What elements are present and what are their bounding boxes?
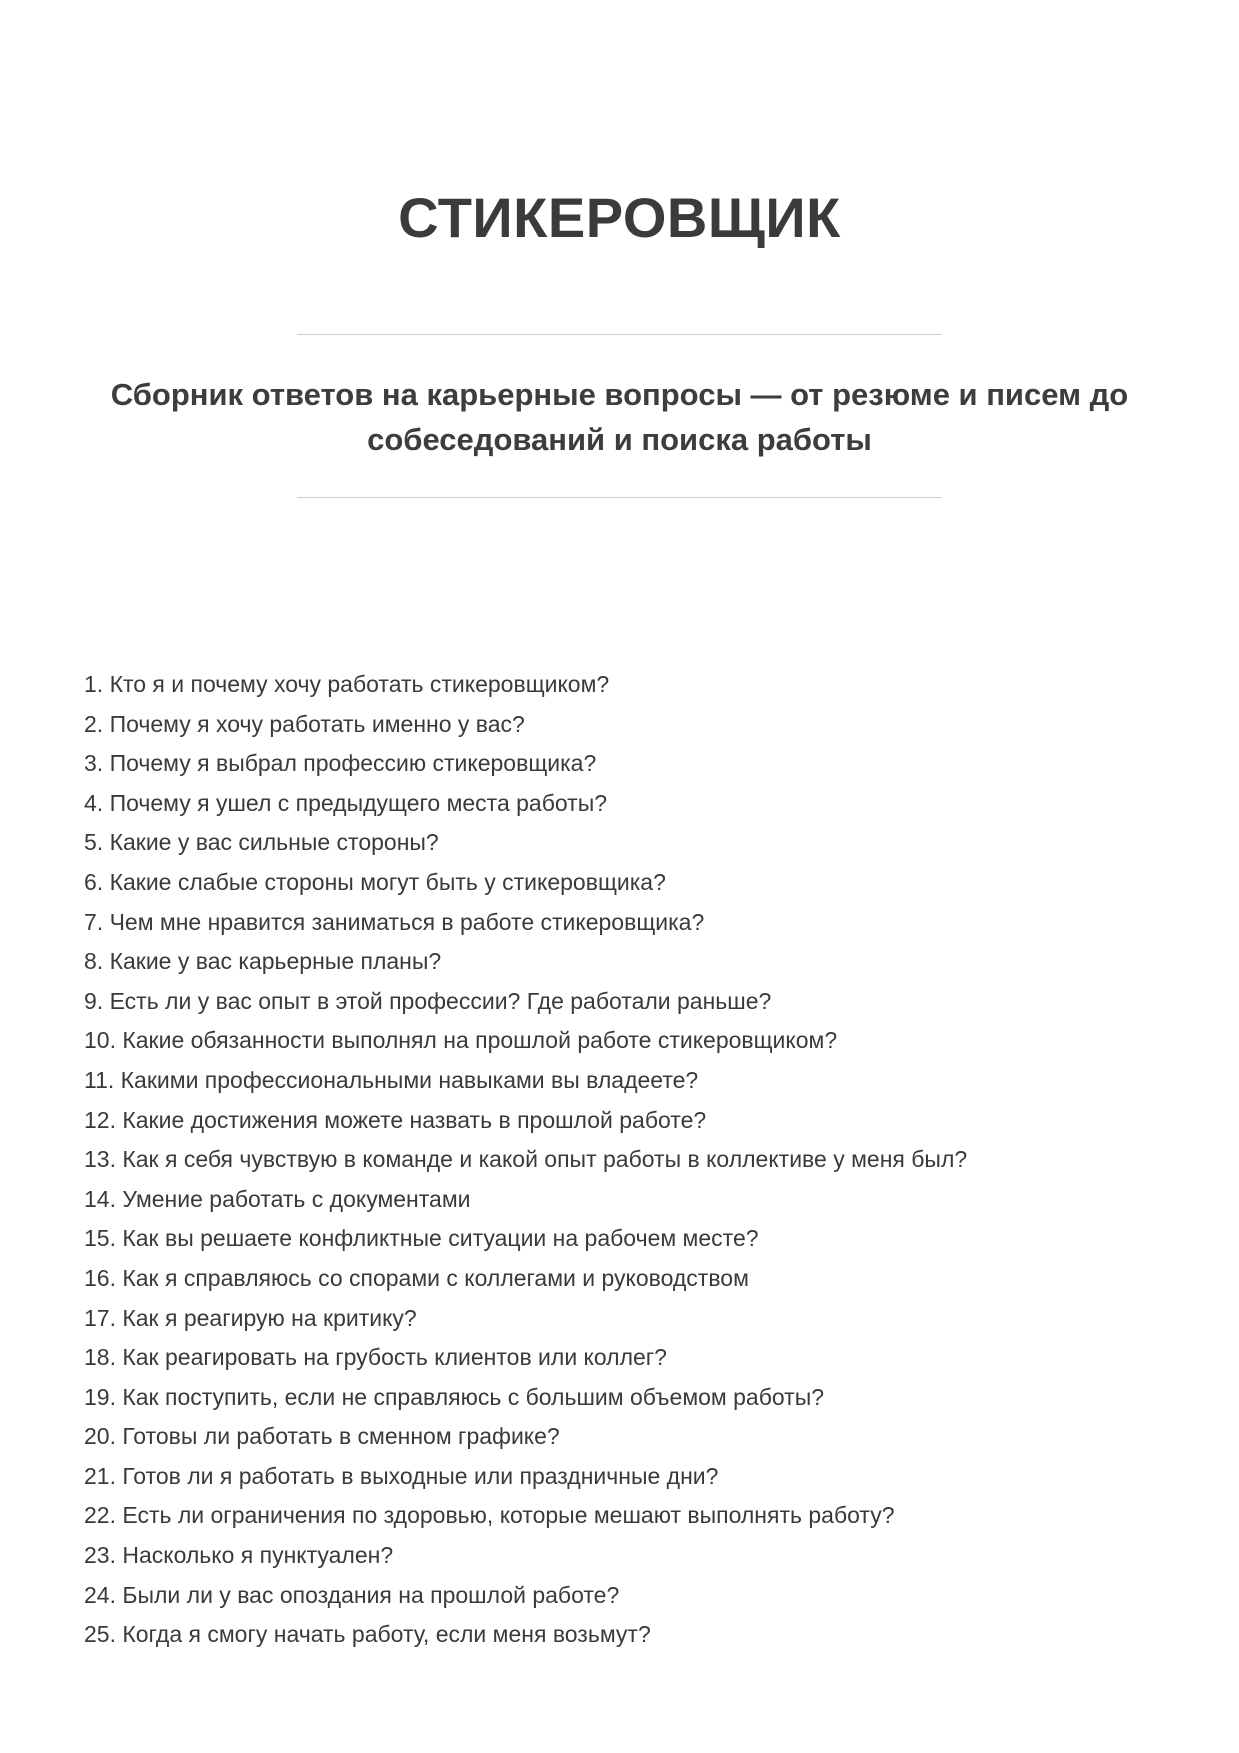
question-item: 7. Чем мне нравится заниматься в работе стикеровщика? (84, 908, 705, 935)
question-item: 11. Какими профессиональными навыками вы владеете? (84, 1066, 699, 1093)
question-item: 23. Насколько я пунктуален? (84, 1542, 394, 1569)
question-item: 22. Есть ли ограничения по здоровью, которые мешают выполнять работу? (84, 1502, 895, 1529)
question-item: 17. Как я реагирую на критику? (84, 1304, 417, 1331)
question-item: 6. Какие слабые стороны могут быть у стикеровщика? (84, 868, 666, 895)
question-item: 4. Почему я ушел с предыдущего места работы? (84, 789, 608, 816)
question-item: 12. Какие достижения можете назвать в прошлой работе? (84, 1106, 707, 1133)
question-list (84, 665, 1209, 1655)
divider-bottom (297, 497, 942, 498)
question-item: 19. Как поступить, если не справляюсь с большим объемом работы? (84, 1383, 825, 1410)
question-item: 15. Как вы решаете конфликтные ситуации на рабочем месте? (84, 1225, 759, 1252)
question-item: 18. Как реагировать на грубость клиентов или коллег? (84, 1344, 667, 1371)
page-title: СТИКЕРОВЩИК (398, 186, 841, 249)
page-subtitle: Сборник ответов на карьерные вопросы — от резюме и писем до собеседований и поиска работы (110, 377, 1129, 457)
question-item: 3. Почему я выбрал профессию стикеровщика? (84, 750, 597, 777)
question-item: 9. Есть ли у вас опыт в этой профессии? Где работали раньше? (84, 987, 772, 1014)
question-item: 5. Какие у вас сильные стороны? (84, 829, 439, 856)
question-item: 2. Почему я хочу работать именно у вас? (84, 710, 525, 737)
question-item: 24. Были ли у вас опоздания на прошлой работе? (84, 1581, 620, 1608)
question-item: 14. Умение работать с документами (84, 1185, 471, 1212)
question-item: 13. Как я себя чувствую в команде и какой опыт работы в коллективе у меня был? (84, 1146, 968, 1173)
question-item: 25. Когда я смогу начать работу, если меня возьмут? (84, 1621, 651, 1648)
question-item: 16. Как я справляюсь со спорами с коллегами и руководством (84, 1264, 749, 1291)
question-item: 10. Какие обязанности выполнял на прошлой работе стикеровщиком? (84, 1027, 838, 1054)
question-item: 20. Готовы ли работать в сменном графике? (84, 1423, 560, 1450)
question-item: 21. Готов ли я работать в выходные или праздничные дни? (84, 1462, 719, 1489)
question-item: 8. Какие у вас карьерные планы? (84, 948, 442, 975)
question-item: 1. Кто я и почему хочу работать стикеровщиком? (84, 671, 610, 697)
divider-top (297, 334, 942, 335)
